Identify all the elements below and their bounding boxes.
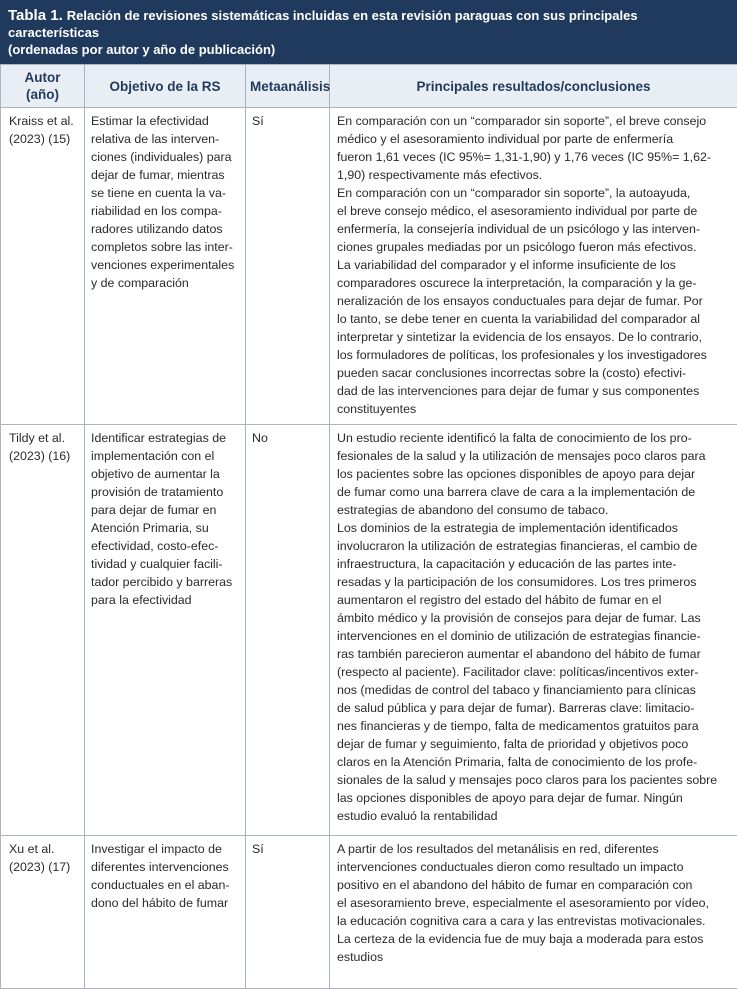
results-cell-line: claros en la Atención Primaria, falta de conocimiento de los profe- xyxy=(337,753,733,771)
results-cell-line: interpretar y sintetizar la evidencia de los ensayos. De lo contrario, xyxy=(337,328,733,346)
results-cell-line: dejar de fumar y seguimiento, falta de prioridad y objetivos poco xyxy=(337,735,733,753)
results-cell-line: estudio evaluó la rentabilidad xyxy=(337,807,733,825)
results-cell-line: intervenciones en el dominio de utilización de estrategias financie- xyxy=(337,627,733,645)
results-cell-line: de salud pública y para dejar de fumar). Barreras clave: limitacio- xyxy=(337,699,733,717)
author-cell xyxy=(1,108,85,425)
table-label: Tabla 1. xyxy=(8,7,63,24)
objective-cell-line: dejar de fumar, mientras xyxy=(91,166,239,184)
objective-cell-line: riabilidad en los compa- xyxy=(91,202,239,220)
author-cell-line: (2023) (15) xyxy=(9,130,80,148)
objective-cell-line: efectividad, costo-efec- xyxy=(91,537,239,555)
results-cell-line: resadas y la participación de los consumidores. Los tres primeros xyxy=(337,573,733,591)
objective-cell-line: Identificar estrategias de xyxy=(91,429,239,447)
meta-analysis-cell: No xyxy=(246,425,330,836)
table-row xyxy=(1,108,737,425)
results-cell-line: intervenciones conductuales dieron como resultado un impacto xyxy=(337,858,733,876)
results-cell-line: Los dominios de la estrategia de implementación identificados xyxy=(337,519,733,537)
table-caption xyxy=(0,0,737,64)
results-cell-line: comparadores oscurece la interpretación, la comparación y la ge- xyxy=(337,274,733,292)
author-cell-line: Kraiss et al. xyxy=(9,112,80,130)
results-cell-line: dad de las intervenciones para dejar de fumar y sus componentes xyxy=(337,382,733,400)
objective-cell-line: ciones (individuales) para xyxy=(91,148,239,166)
author-cell-line: Tildy et al. xyxy=(9,429,80,447)
objective-cell-line: provisión de tratamiento xyxy=(91,483,239,501)
results-cell-line: las opciones disponibles de apoyo para dejar de fumar. Ningún xyxy=(337,789,733,807)
reviews-table xyxy=(0,64,737,989)
results-cell-line: positivo en el abandono del hábito de fumar en comparación con xyxy=(337,876,733,894)
objective-cell-line: para la efectividad xyxy=(91,591,239,609)
results-cell-line: estudios xyxy=(337,948,733,966)
header-objective: Objetivo de la RS xyxy=(85,65,246,108)
author-cell-line: (2023) (17) xyxy=(9,858,80,876)
results-cell-line: los formuladores de políticas, los profesionales y los investigadores xyxy=(337,346,733,364)
results-cell xyxy=(330,425,737,836)
results-cell xyxy=(330,836,737,989)
results-cell-line: el breve consejo médico, el asesoramiento individual por parte de xyxy=(337,202,733,220)
results-cell-line: el asesoramiento breve, especialmente el asesoramiento por vídeo, xyxy=(337,894,733,912)
objective-cell-line: Atención Primaria, su xyxy=(91,519,239,537)
objective-cell-line: objetivo de aumentar la xyxy=(91,465,239,483)
objective-cell-line: y de comparación xyxy=(91,274,239,292)
results-cell-line: estrategias de abandono del consumo de tabaco. xyxy=(337,501,733,519)
caption-title: Relación de revisiones sistemáticas incluidas en esta revisión paraguas con sus principales características xyxy=(8,8,638,40)
table-row xyxy=(1,836,737,989)
table-row xyxy=(1,425,737,836)
results-cell-line: infraestructura, la capacitación y educación de las partes inte- xyxy=(337,555,733,573)
meta-analysis-cell: Sí xyxy=(246,836,330,989)
results-cell-line: los pacientes sobre las opciones disponibles de apoyo para dejar xyxy=(337,465,733,483)
objective-cell-line: Investigar el impacto de xyxy=(91,840,239,858)
results-cell-line: 1,90) respectivamente más efectivos. xyxy=(337,166,733,184)
results-cell-line: La variabilidad del comparador y el informe insuficiente de los xyxy=(337,256,733,274)
results-cell-line: En comparación con un “comparador sin soporte”, el breve consejo xyxy=(337,112,733,130)
objective-cell-line: diferentes intervenciones xyxy=(91,858,239,876)
results-cell-line: involucraron la utilización de estrategias financieras, el cambio de xyxy=(337,537,733,555)
results-cell-line: En comparación con un “comparador sin soporte”, la autoayuda, xyxy=(337,184,733,202)
results-cell-line: Un estudio reciente identificó la falta de conocimiento de los pro- xyxy=(337,429,733,447)
results-cell-line: médico y el asesoramiento individual por parte de enfermería xyxy=(337,130,733,148)
header-author: Autor (año) xyxy=(1,65,85,108)
results-cell-line: sionales de la salud y mensajes poco claros para los pacientes sobre xyxy=(337,771,733,789)
table-header-row xyxy=(1,65,737,108)
results-cell-line: constituyentes xyxy=(337,400,733,418)
objective-cell-line: para dejar de fumar en xyxy=(91,501,239,519)
objective-cell xyxy=(85,425,246,836)
author-cell xyxy=(1,836,85,989)
objective-cell-line: radores utilizando datos xyxy=(91,220,239,238)
author-cell-line: Xu et al. xyxy=(9,840,80,858)
results-cell-line: nes financieras y de tiempo, falta de medicamentos gratuitos para xyxy=(337,717,733,735)
objective-cell-line: venciones experimentales xyxy=(91,256,239,274)
objective-cell-line: Estimar la efectividad xyxy=(91,112,239,130)
results-cell-line: ámbito médico y la provisión de consejos para dejar de fumar. Las xyxy=(337,609,733,627)
results-cell-line: de fumar como una barrera clave de cara a la implementación de xyxy=(337,483,733,501)
objective-cell-line: relativa de las interven- xyxy=(91,130,239,148)
results-cell xyxy=(330,108,737,425)
objective-cell xyxy=(85,108,246,425)
objective-cell-line: conductuales en el aban- xyxy=(91,876,239,894)
results-cell-line: ras también parecieron aumentar el abandono del hábito de fumar xyxy=(337,645,733,663)
results-cell-line: lo tanto, se debe tener en cuenta la variabilidad del comparador al xyxy=(337,310,733,328)
results-cell-line: aumentaron el registro del estado del hábito de fumar en el xyxy=(337,591,733,609)
caption-subtitle: (ordenadas por autor y año de publicación) xyxy=(8,41,731,58)
author-cell xyxy=(1,425,85,836)
objective-cell-line: implementación con el xyxy=(91,447,239,465)
author-cell-line: (2023) (16) xyxy=(9,447,80,465)
results-cell-line: La certeza de la evidencia fue de muy baja a moderada para estos xyxy=(337,930,733,948)
results-cell-line: nos (medidas de control del tabaco y financiamiento para clínicas xyxy=(337,681,733,699)
header-meta-analysis: Metaanálisis xyxy=(246,65,330,108)
objective-cell-line: dono del hábito de fumar xyxy=(91,894,239,912)
objective-cell-line: se tiene en cuenta la va- xyxy=(91,184,239,202)
results-cell-line: enfermería, la consejería individual de un psicólogo y las interven- xyxy=(337,220,733,238)
objective-cell-line: completos sobre las inter- xyxy=(91,238,239,256)
results-cell-line: la educación cognitiva cara a cara y las entrevistas motivacionales. xyxy=(337,912,733,930)
objective-cell-line: tividad y cualquier facili- xyxy=(91,555,239,573)
results-cell-line: fesionales de la salud y la utilización de mensajes poco claros para xyxy=(337,447,733,465)
results-cell-line: A partir de los resultados del metanálisis en red, diferentes xyxy=(337,840,733,858)
results-cell-line: neralización de los ensayos conductuales para dejar de fumar. Por xyxy=(337,292,733,310)
results-cell-line: (respecto al paciente). Facilitador clave: políticas/incentivos exter- xyxy=(337,663,733,681)
results-cell-line: ciones grupales mediadas por un psicólogo fueron más efectivos. xyxy=(337,238,733,256)
header-results: Principales resultados/conclusiones xyxy=(330,65,737,108)
objective-cell xyxy=(85,836,246,989)
results-cell-line: fueron 1,61 veces (IC 95%= 1,31-1,90) y 1,76 veces (IC 95%= 1,62- xyxy=(337,148,733,166)
results-cell-line: pueden sacar conclusiones incorrectas sobre la (costo) efectivi- xyxy=(337,364,733,382)
meta-analysis-cell: Sí xyxy=(246,108,330,425)
objective-cell-line: tador percibido y barreras xyxy=(91,573,239,591)
